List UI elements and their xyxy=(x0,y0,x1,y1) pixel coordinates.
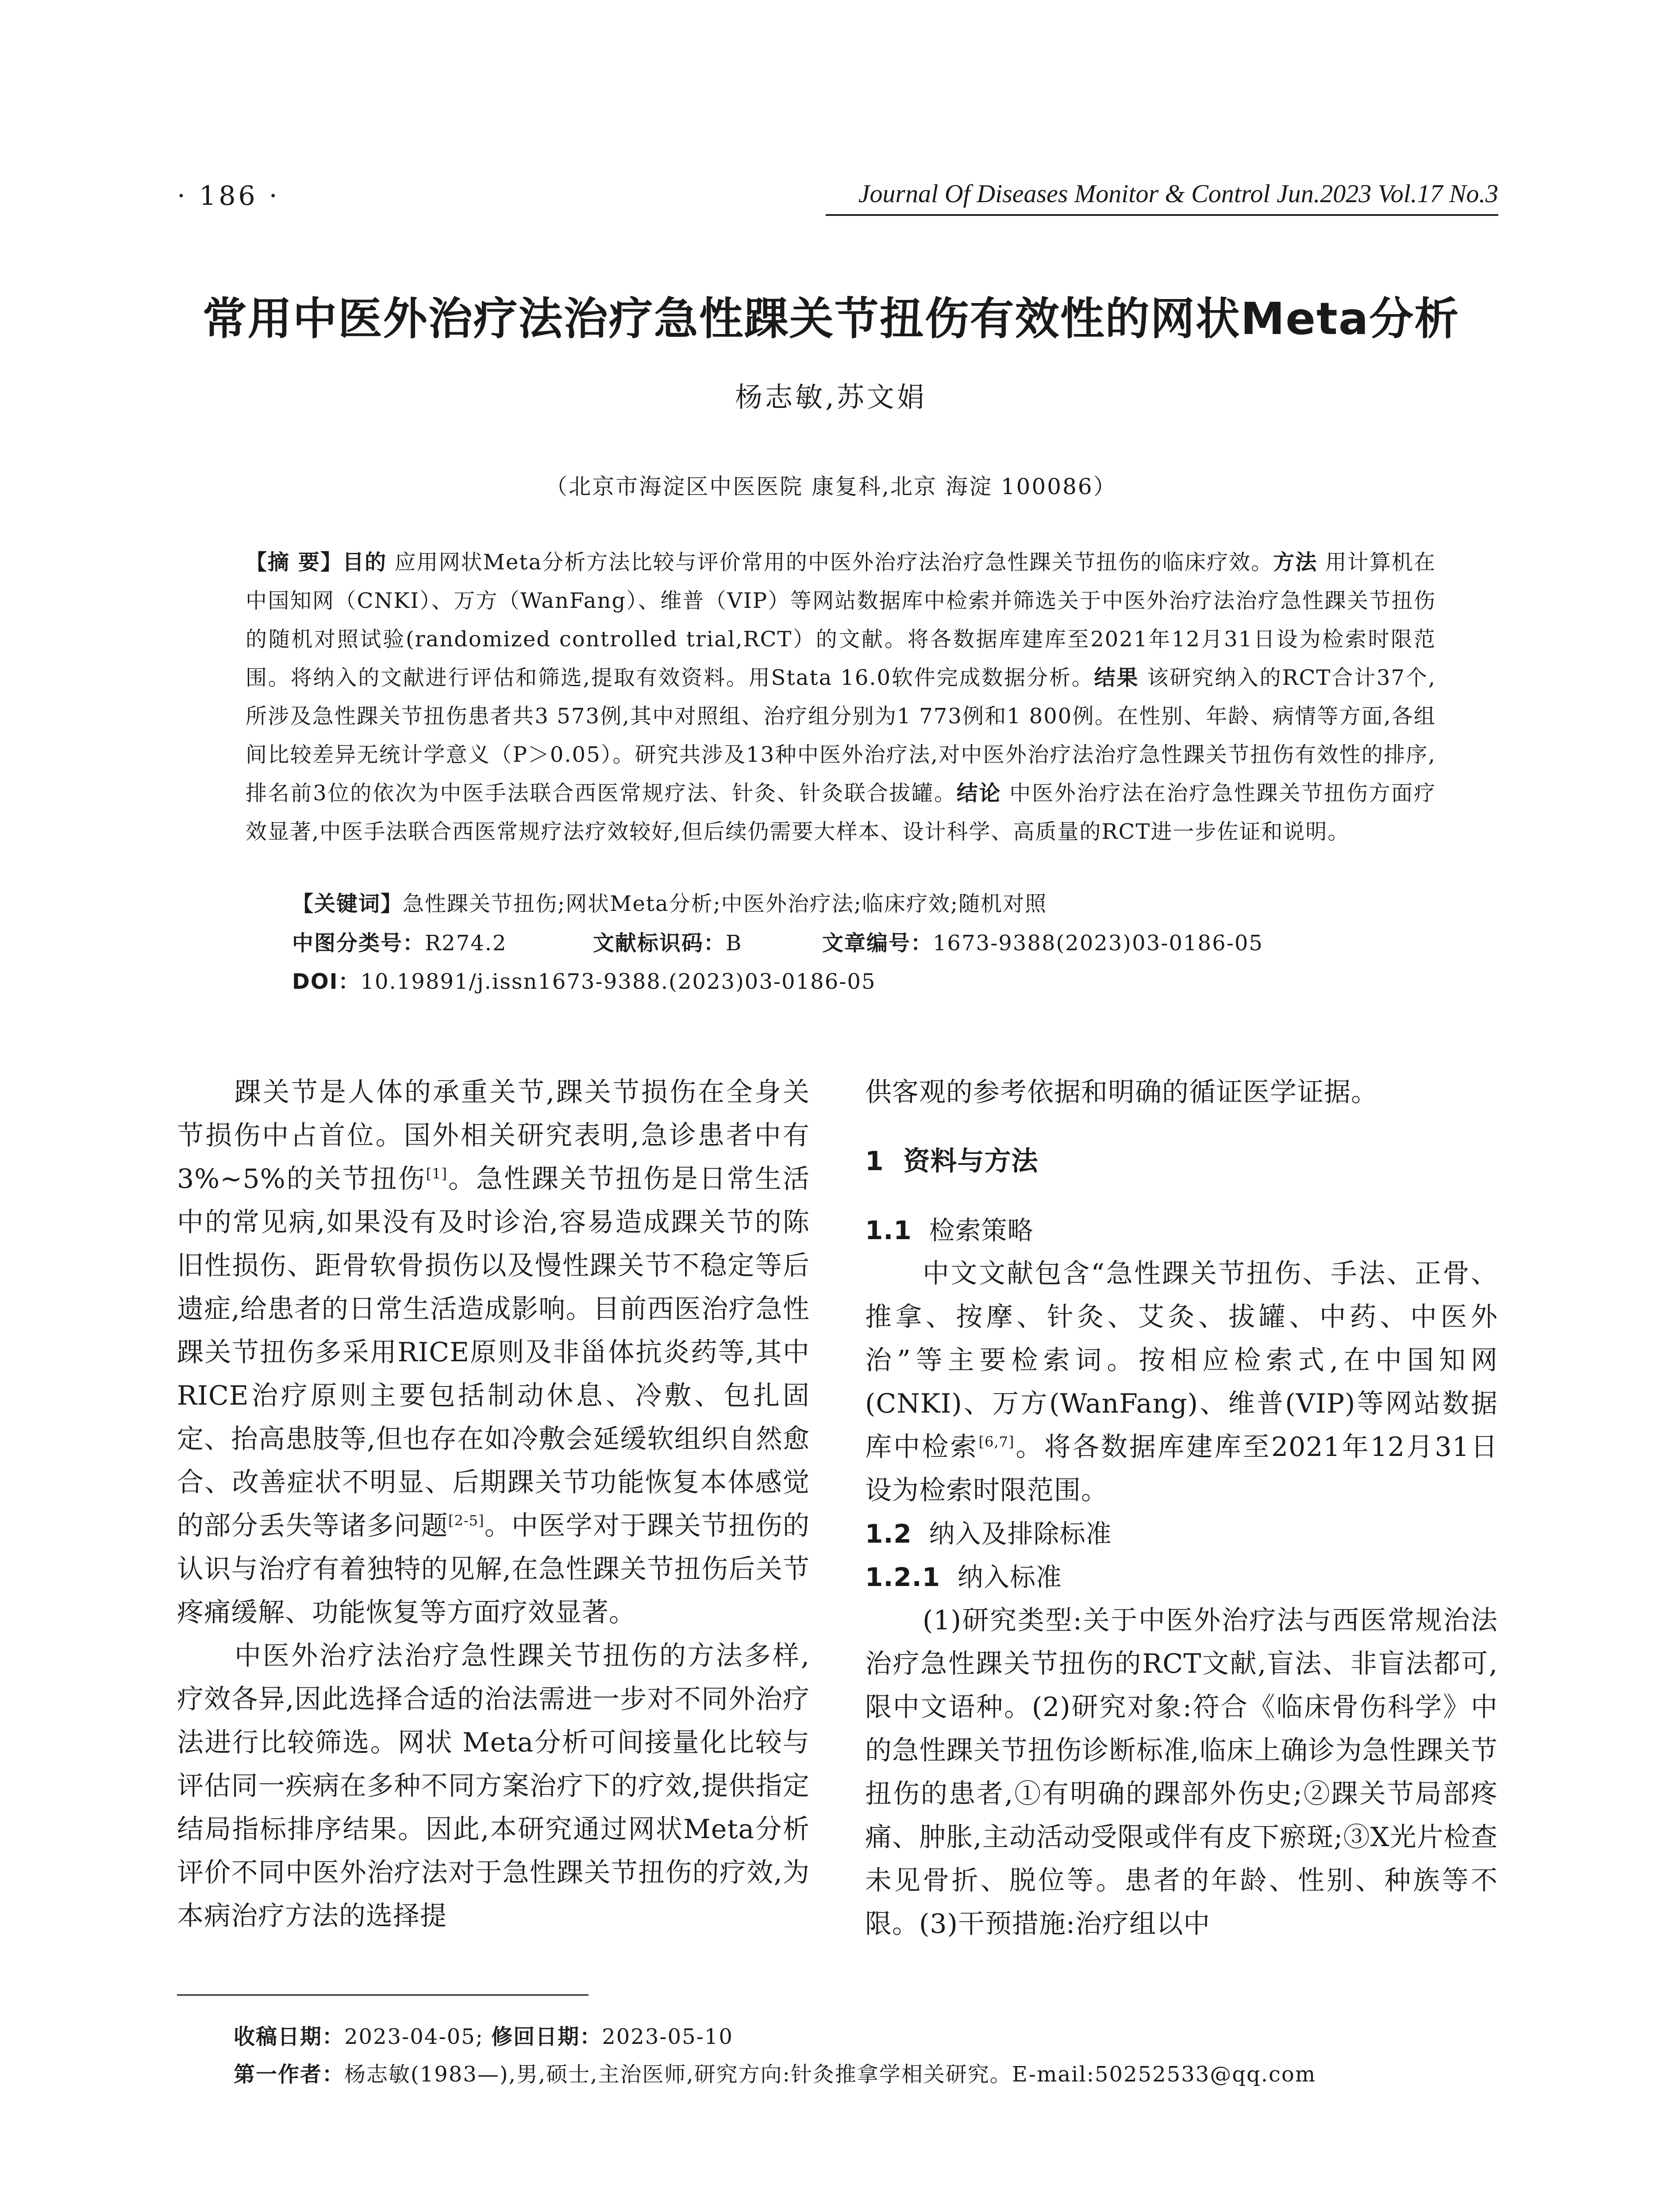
revised-date: 2023-05-10 xyxy=(602,2024,733,2049)
clc-value: R274.2 xyxy=(425,931,507,956)
section-1-heading xyxy=(865,1140,1498,1183)
methods-label: 方法 xyxy=(1273,550,1318,575)
doi-line xyxy=(292,964,876,995)
section-1-2-1-heading xyxy=(865,1555,1498,1599)
first-author-info: 杨志敏(1983—),男,硕士,主治医师,研究方向:针灸推拿学相关研究。E-mail:50252533@qq.com xyxy=(344,2062,1316,2087)
citation-1[interactable]: [1] xyxy=(426,1165,447,1182)
first-author-line xyxy=(234,2057,1316,2088)
search-strategy-paragraph xyxy=(865,1252,1498,1512)
article-number-value: 1673-9388(2023)03-0186-05 xyxy=(933,931,1263,956)
search-strategy-text-b: 。将各数据库建库至2021年12月31日设为检索时限范围。 xyxy=(865,1432,1498,1506)
article-number-line xyxy=(822,926,1263,956)
doi-label: DOI： xyxy=(292,969,361,994)
citation-2-5[interactable]: [2-5] xyxy=(448,1512,485,1529)
conclusion-label: 结论 xyxy=(956,781,1002,806)
section-1-2-heading xyxy=(865,1512,1498,1555)
affiliation: （北京市海淀区中医医院 康复科,北京 海淀 100086） xyxy=(545,474,1117,499)
abstract xyxy=(246,543,1436,851)
article-title: 常用中医外治疗法治疗急性踝关节扭伤有效性的网状Meta分析 xyxy=(202,293,1460,345)
page-number: · 186 · xyxy=(177,180,280,211)
section-1-2-1-number: 1.2.1 xyxy=(865,1562,941,1592)
citation-6-7[interactable]: [6,7] xyxy=(978,1433,1015,1450)
section-1-2-number: 1.2 xyxy=(865,1519,912,1549)
doc-code-value: B xyxy=(726,931,743,956)
doc-code-label: 文献标识码： xyxy=(593,931,726,956)
abstract-label: 【摘 要】 xyxy=(246,550,343,575)
keywords-text: 急性踝关节扭伤;网状Meta分析;中医外治疗法;临床疗效;随机对照 xyxy=(403,891,1047,916)
intro-text-c: 。中医学对于踝关节扭伤的认识与治疗有着独特的见解,在急性踝关节扭伤后关节疼痛缓解、功能恢复等方面疗效显著。 xyxy=(177,1510,810,1628)
header-rule xyxy=(826,214,1498,216)
section-1-2-1-title: 纳入标准 xyxy=(958,1562,1062,1592)
first-author-label: 第一作者： xyxy=(234,2062,345,2087)
received-date: 2023-04-05 xyxy=(344,2024,476,2049)
received-line: 收稿日期：2023-04-05; 修回日期：2023-05-10 xyxy=(234,2024,733,2049)
revised-label: 修回日期： xyxy=(491,2024,602,2049)
keywords-label: 【关键词】 xyxy=(292,891,403,916)
section-1-title: 资料与方法 xyxy=(903,1146,1039,1177)
footnote-rule xyxy=(177,1994,589,1996)
intro-text-b: 。急性踝关节扭伤是日常生活中的常见病,如果没有及时诊治,容易造成踝关节的陈旧性损伤、距骨软骨损伤以及慢性踝关节不稳定等后遗症,给患者的日常生活造成影响。目前西医治疗急性踝关节扭伤多采用RICE原则及非甾体抗炎药等,其中RICE治疗原则主要包括制动休息、冷敷、包扎固定、抬高患肢等,但也存在如冷敷会延缓软组织自然愈合、改善症状不明显、后期踝关节功能恢复本体感觉的部分丢失等诸多问题 xyxy=(177,1164,810,1541)
authors: 杨志敏,苏文娟 xyxy=(735,381,927,413)
section-1-1-title: 检索策略 xyxy=(929,1215,1034,1245)
doi-value: 10.19891/j.issn1673-9388.(2023)03-0186-05 xyxy=(360,969,876,994)
section-1-2-title: 纳入及排除标准 xyxy=(929,1519,1112,1549)
inclusion-criteria-paragraph: (1)研究类型:关于中医外治疗法与西医常规治法治疗急性踝关节扭伤的RCT文献,盲法、非盲法都可,限中文语种。(2)研究对象:符合《临床骨伤科学》中的急性踝关节扭伤诊断标准,临床上确诊为急性踝关节扭伤的患者,①有明确的踝部外伤史;②踝关节局部疼痛、肿胀,主动活动受限或伴有皮下瘀斑;③X光片检查未见骨折、脱位等。患者的年龄、性别、种族等不限。(3)干预措施:治疗组以中 xyxy=(865,1605,1498,1939)
received-label: 收稿日期： xyxy=(234,2024,345,2049)
results-label: 结果 xyxy=(1094,665,1139,690)
section-1-1-heading xyxy=(865,1209,1498,1252)
intro-paragraph-1 xyxy=(177,1071,810,1634)
doc-code-line xyxy=(593,926,742,956)
intro-paragraph-2: 中医外治疗法治疗急性踝关节扭伤的方法多样,疗效各异,因此选择合适的治法需进一步对不同外治疗法进行比较筛选。网状 Meta分析可间接量化比较与评估同一疾病在多种不同方案治疗下的疗效,提供指定结局指标排序结果。因此,本研究通过网状Meta分析评价不同中医外治疗法对于急性踝关节扭伤的疗效,为本病治疗方法的选择提 xyxy=(177,1640,810,1932)
intro-paragraph-2-continued: 供客观的参考依据和明确的循证医学证据。 xyxy=(865,1077,1378,1108)
clc-line xyxy=(292,926,507,956)
section-1-number: 1 xyxy=(865,1146,884,1177)
article-number-label: 文章编号： xyxy=(822,931,933,956)
journal-running-header: Journal Of Diseases Monitor & Control Jun.2023 Vol.17 No.3 xyxy=(858,179,1498,208)
keywords-line xyxy=(292,887,1047,917)
search-strategy-text-a: 中文文献包含“急性踝关节扭伤、手法、正骨、推拿、按摩、针灸、艾灸、拔罐、中药、中医外治”等主要检索词。按相应检索式,在中国知网(CNKI)、万方(WanFang)、维普(VIP)等网站数据库中检索 xyxy=(865,1258,1498,1463)
section-1-1-number: 1.1 xyxy=(865,1215,912,1245)
methods-text: 用计算机在中国知网（CNKI）、万方（WanFang）、维普（VIP）等网站数据库中检索并筛选关于中医外治疗法治疗急性踝关节扭伤的随机对照试验(randomized controlled trial,RCT）的文献。将各数据库建库至2021年12月31日设为检索时限范围。将纳入的文献进行评估和筛选,提取有效资料。用Stata 16.0软件完成数据分析。 xyxy=(246,550,1436,690)
intro-text-a: 踝关节是人体的承重关节,踝关节损伤在全身关节损伤中占首位。国外相关研究表明,急诊患者中有3%~5%的关节扭伤 xyxy=(177,1077,810,1194)
conclusion-text: 中医外治疗法在治疗急性踝关节扭伤方面疗效显著,中医手法联合西医常规疗法疗效较好,但后续仍需要大样本、设计科学、高质量的RCT进一步佐证和说明。 xyxy=(246,781,1436,844)
clc-label: 中图分类号： xyxy=(292,931,425,956)
results-text: 该研究纳入的RCT合计37个,所涉及急性踝关节扭伤患者共3 573例,其中对照组、治疗组分别为1 773例和1 800例。在性别、年龄、病情等方面,各组间比较差异无统计学意义（P＞0.05）。研究共涉及13种中医外治疗法,对中医外治疗法治疗急性踝关节扭伤有效性的排序,排名前3位的依次为中医手法联合西医常规疗法、针灸、针灸联合拔罐。 xyxy=(246,665,1436,806)
body-left-column xyxy=(177,1071,810,1938)
body-right-column xyxy=(865,1071,1498,1946)
objective-label: 目的 xyxy=(342,550,387,575)
objective-text: 应用网状Meta分析方法比较与评价常用的中医外治疗法治疗急性踝关节扭伤的临床疗效。 xyxy=(394,550,1273,575)
